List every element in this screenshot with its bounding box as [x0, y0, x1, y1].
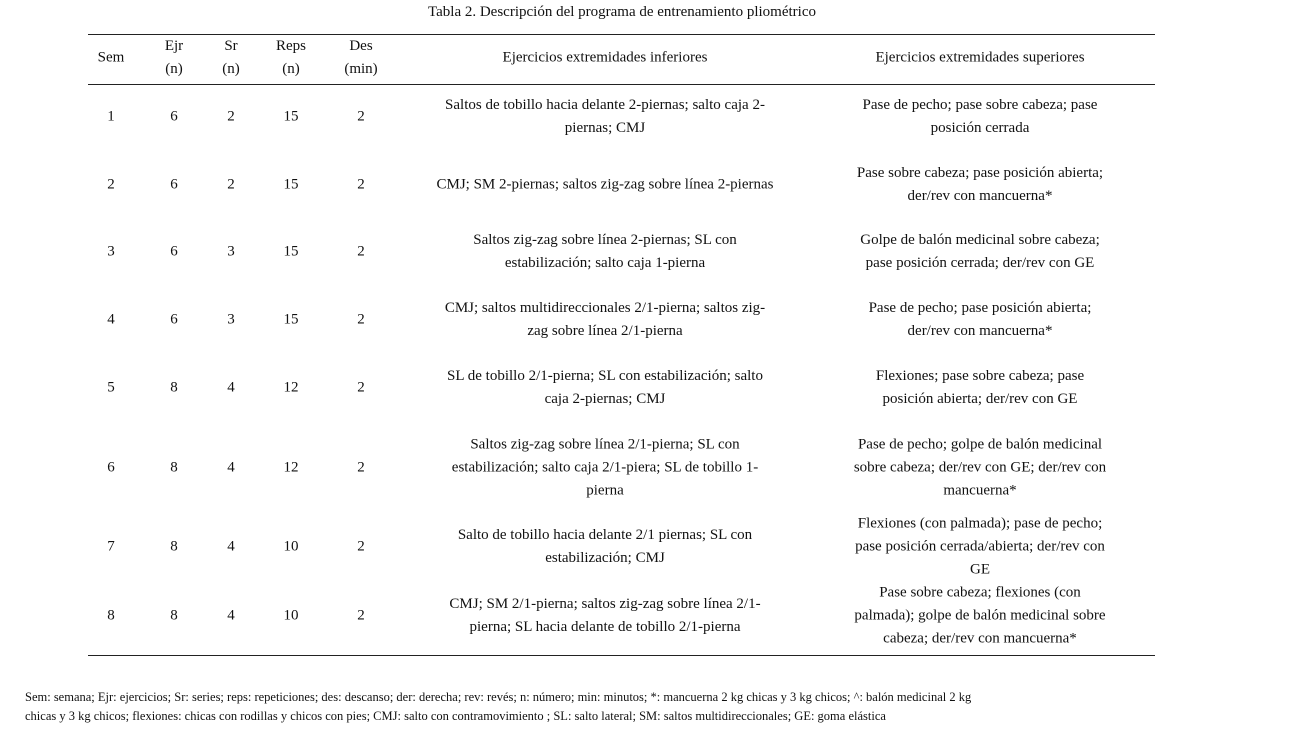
cell-sem: [107, 241, 115, 264]
cell-sem: [107, 106, 115, 129]
cell-superiores-line: Pase sobre cabeza; flexiones (con: [879, 584, 1081, 601]
cell-des: [357, 457, 365, 480]
cell-superiores-line: Flexiones; pase sobre cabeza; pase: [875, 368, 1085, 384]
cell-sr: [227, 536, 235, 559]
cell-sem: [107, 536, 115, 559]
cell-superiores-line: Flexiones (con palmada); pase de pecho;: [857, 515, 1103, 532]
cell-reps-line: 10: [283, 607, 299, 624]
cell-des: [357, 605, 365, 628]
cell-ejr-line: 8: [170, 459, 178, 476]
cell-reps-line: 15: [283, 176, 299, 193]
cell-reps: [284, 106, 299, 129]
cell-reps: [284, 377, 299, 400]
cell-ejr-line: 8: [170, 538, 178, 555]
cell-sem: [107, 457, 115, 480]
cell-sr-line: 3: [227, 311, 235, 328]
cell-des: [357, 241, 365, 264]
cell-sr-line: 4: [227, 538, 235, 555]
cell-des: [357, 309, 365, 332]
cell-ejr-line: 6: [170, 311, 178, 328]
cell-des-line: 2: [357, 459, 365, 476]
cell-sr-line: 4: [227, 379, 235, 396]
cell-superiores: [869, 297, 1092, 343]
cell-inferiores-line: pierna: [586, 482, 624, 499]
cell-superiores-line: Pase de pecho; pase posición abierta;: [868, 300, 1092, 316]
cell-sr: [227, 457, 235, 480]
header-reps-line: Reps: [276, 38, 306, 54]
cell-sem: [107, 377, 115, 400]
cell-sr: [227, 174, 235, 197]
cell-ejr: [170, 106, 178, 129]
cell-sr: [227, 309, 235, 332]
table-title: Tabla 2. Descripción del programa de entrenamiento pliométrico: [428, 4, 816, 20]
cell-sem: [107, 174, 115, 197]
cell-des-line: 2: [357, 379, 365, 396]
cell-superiores-line: Pase de pecho; pase sobre cabeza; pase: [862, 97, 1098, 113]
cell-inferiores-line: pierna; SL hacia delante de tobillo 2/1-pierna: [469, 619, 741, 635]
cell-des: [357, 377, 365, 400]
cell-ejr: [170, 377, 178, 400]
cell-reps-line: 15: [283, 108, 299, 125]
cell-sem-line: 6: [107, 459, 115, 476]
top-rule: [88, 34, 1155, 35]
cell-superiores-line: posición abierta; der/rev con GE: [882, 391, 1078, 407]
cell-sr-line: 3: [227, 243, 235, 260]
cell-superiores-line: pase posición cerrada/abierta; der/rev con: [855, 538, 1105, 555]
cell-sr-line: 2: [227, 176, 235, 193]
header-reps-line: (n): [282, 61, 300, 77]
cell-ejr: [170, 241, 178, 264]
cell-superiores-line: Golpe de balón medicinal sobre cabeza;: [860, 232, 1100, 248]
header-inferiores: [503, 47, 708, 70]
cell-inferiores: [445, 94, 765, 140]
cell-superiores-line: palmada); golpe de balón medicinal sobre: [854, 607, 1106, 624]
cell-inferiores-line: CMJ; SM 2-piernas; saltos zig-zag sobre línea 2-piernas: [436, 176, 774, 193]
footnote-line: chicas y 3 kg chicos; flexiones: chicas con rodillas y chicos con pies; CMJ: salto con contramovimiento ; SL: salto lateral; SM: saltos multidireccionales; GE: goma elástica: [25, 709, 886, 723]
header-inferiores-line: Ejercicios extremidades inferiores: [502, 49, 708, 66]
cell-inferiores: [436, 174, 773, 197]
cell-sr: [227, 605, 235, 628]
cell-sr: [227, 106, 235, 129]
cell-sem: [107, 309, 115, 332]
cell-inferiores: [449, 593, 760, 639]
cell-sem-line: 2: [107, 176, 115, 193]
cell-ejr: [170, 457, 178, 480]
header-superiores: [875, 47, 1084, 70]
cell-reps: [284, 457, 299, 480]
cell-superiores-line: der/rev con mancuerna*: [907, 188, 1053, 204]
cell-inferiores-line: SL de tobillo 2/1-pierna; SL con estabilización; salto: [447, 368, 763, 384]
cell-inferiores: [458, 524, 752, 570]
cell-sem-line: 1: [107, 108, 115, 125]
cell-des-line: 2: [357, 176, 365, 193]
cell-inferiores-line: Saltos zig-zag sobre línea 2/1-pierna; SL con: [470, 436, 740, 453]
cell-inferiores-line: Saltos de tobillo hacia delante 2-piernas; salto caja 2-: [445, 97, 765, 113]
cell-sem: [107, 605, 115, 628]
cell-reps-line: 15: [283, 311, 299, 328]
bottom-rule: [88, 655, 1155, 656]
cell-reps: [284, 241, 299, 264]
cell-ejr-line: 8: [170, 607, 178, 624]
cell-inferiores-line: Saltos zig-zag sobre línea 2-piernas; SL con: [473, 232, 737, 248]
cell-reps: [284, 174, 299, 197]
cell-superiores-line: sobre cabeza; der/rev con GE; der/rev con: [853, 459, 1107, 476]
cell-ejr-line: 6: [170, 176, 178, 193]
cell-reps-line: 10: [283, 538, 299, 555]
cell-superiores-line: Pase de pecho; golpe de balón medicinal: [857, 436, 1103, 453]
header-sem-line: Sem: [97, 49, 125, 66]
cell-superiores: [855, 513, 1105, 582]
cell-inferiores-line: piernas; CMJ: [564, 120, 646, 136]
cell-superiores: [863, 94, 1098, 140]
header-ejr-line: (n): [165, 61, 183, 77]
cell-superiores: [854, 434, 1106, 503]
cell-des: [357, 174, 365, 197]
cell-superiores: [876, 365, 1084, 411]
header-sem: [98, 47, 125, 70]
cell-inferiores-line: CMJ; saltos multidireccionales 2/1-pierna; saltos zig-: [444, 300, 766, 316]
cell-ejr-line: 6: [170, 108, 178, 125]
cell-reps-line: 15: [283, 243, 299, 260]
cell-superiores-line: mancuerna*: [943, 482, 1017, 499]
cell-sr-line: 2: [227, 108, 235, 125]
header-sr-line: Sr: [224, 38, 238, 54]
cell-inferiores: [447, 365, 763, 411]
cell-inferiores-line: CMJ; SM 2/1-pierna; saltos zig-zag sobre línea 2/1-: [449, 596, 761, 612]
cell-des-line: 2: [357, 538, 365, 555]
header-superiores-line: Ejercicios extremidades superiores: [875, 49, 1085, 66]
cell-superiores-line: cabeza; der/rev con mancuerna*: [883, 630, 1077, 647]
cell-sr: [227, 241, 235, 264]
header-reps: [276, 35, 306, 81]
cell-ejr-line: 6: [170, 243, 178, 260]
cell-reps-line: 12: [283, 379, 299, 396]
cell-inferiores: [473, 229, 737, 275]
header-des-line: Des: [349, 38, 373, 54]
header-des: [344, 35, 377, 81]
cell-des-line: 2: [357, 607, 365, 624]
cell-reps-line: 12: [283, 459, 299, 476]
cell-reps: [284, 309, 299, 332]
cell-ejr: [170, 174, 178, 197]
cell-sem-line: 3: [107, 243, 115, 260]
table-footnote: [25, 688, 971, 726]
cell-ejr-line: 8: [170, 379, 178, 396]
cell-sem-line: 8: [107, 607, 115, 624]
header-ejr-line: Ejr: [164, 38, 184, 54]
cell-sr: [227, 377, 235, 400]
cell-inferiores-line: caja 2-piernas; CMJ: [544, 391, 666, 407]
cell-reps: [284, 536, 299, 559]
cell-inferiores: [452, 434, 758, 503]
cell-des: [357, 536, 365, 559]
header-rule: [88, 84, 1155, 85]
header-ejr: [165, 35, 183, 81]
cell-superiores: [857, 162, 1103, 208]
cell-sem-line: 5: [107, 379, 115, 396]
cell-superiores-line: posición cerrada: [930, 120, 1030, 136]
header-des-line: (min): [344, 61, 378, 77]
cell-inferiores-line: estabilización; salto caja 1-pierna: [504, 255, 706, 271]
cell-superiores: [860, 229, 1099, 275]
cell-des-line: 2: [357, 311, 365, 328]
cell-ejr: [170, 605, 178, 628]
cell-superiores-line: der/rev con mancuerna*: [907, 323, 1053, 339]
cell-superiores-line: GE: [970, 561, 990, 578]
cell-superiores-line: Pase sobre cabeza; pase posición abierta;: [856, 165, 1104, 181]
cell-inferiores-line: Salto de tobillo hacia delante 2/1 piernas; SL con: [457, 527, 753, 543]
cell-reps: [284, 605, 299, 628]
cell-sem-line: 4: [107, 311, 115, 328]
cell-ejr: [170, 309, 178, 332]
cell-sr-line: 4: [227, 459, 235, 476]
cell-inferiores-line: estabilización; salto caja 2/1-piera; SL de tobillo 1-: [451, 459, 759, 476]
header-sr-line: (n): [222, 61, 240, 77]
cell-inferiores: [445, 297, 765, 343]
cell-inferiores-line: estabilización; CMJ: [545, 550, 665, 566]
cell-ejr: [170, 536, 178, 559]
cell-inferiores-line: zag sobre línea 2/1-pierna: [527, 323, 683, 339]
header-sr: [222, 35, 240, 81]
cell-des: [357, 106, 365, 129]
footnote-line: Sem: semana; Ejr: ejercicios; Sr: series; reps: repeticiones; des: descanso; der: derecha; rev: revés; n: número; min: minutos; *: mancuerna 2 kg chicas y 3 kg chicos; ^: balón medicinal 2 kg: [25, 690, 972, 704]
cell-sem-line: 7: [107, 538, 115, 555]
cell-sr-line: 4: [227, 607, 235, 624]
cell-des-line: 2: [357, 243, 365, 260]
cell-superiores: [854, 582, 1105, 651]
cell-des-line: 2: [357, 108, 365, 125]
cell-superiores-line: pase posición cerrada; der/rev con GE: [865, 255, 1095, 271]
